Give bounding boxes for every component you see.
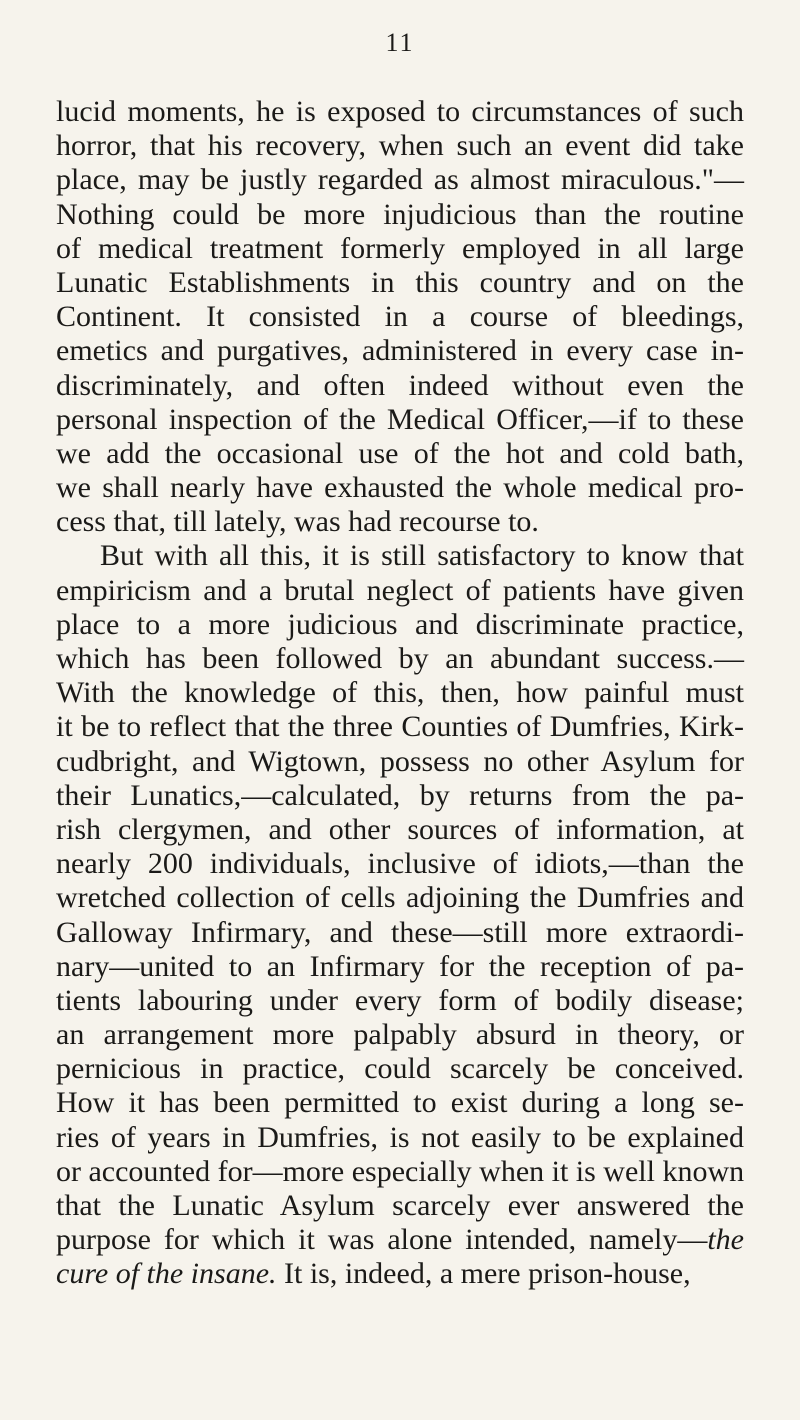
text-line: How it has been permitted to exist during a long se- bbox=[56, 1086, 744, 1120]
text-line: Nothing could be more injudicious than the routine bbox=[56, 197, 744, 231]
text-line: their Lunatics,—calculated, by returns from the pa- bbox=[56, 778, 744, 812]
text-line: pernicious in practice, could scarcely be conceived. bbox=[56, 1052, 744, 1086]
text-line: Continent. It consisted in a course of bleedings, bbox=[56, 300, 744, 334]
text-line bbox=[56, 1189, 744, 1223]
text-run: that the Lunatic Asylum scarcely ever answered the bbox=[56, 1189, 744, 1222]
text-line: empiricism and a brutal neglect of patients have given bbox=[56, 573, 744, 607]
text-line: lucid moments, he is exposed to circumstances of such bbox=[56, 95, 744, 128]
text-line: rish clergymen, and other sources of information, at bbox=[56, 812, 744, 846]
text-line: it be to reflect that the three Counties of Dumfries, Kirk- bbox=[56, 710, 744, 744]
text-line bbox=[56, 1223, 744, 1257]
text-line: nearly 200 individuals, inclusive of idiots,—than the bbox=[56, 847, 744, 881]
text-line: of medical treatment formerly employed in all large bbox=[56, 231, 744, 265]
text-line: we shall nearly have exhausted the whole medical pro- bbox=[56, 471, 744, 505]
text-line: tients labouring under every form of bodily disease; bbox=[56, 983, 744, 1017]
text-line: place to a more judicious and discriminate practice, bbox=[56, 607, 744, 641]
text-line: ries of years in Dumfries, is not easily to be explained bbox=[56, 1120, 744, 1154]
text-line: personal inspection of the Medical Officer,—if to these bbox=[56, 402, 744, 436]
text-line: With the knowledge of this, then, how painful must bbox=[56, 676, 744, 710]
text-line: Galloway Infirmary, and these—still more extraordi- bbox=[56, 915, 744, 949]
page-number: 11 bbox=[385, 28, 415, 57]
paragraph-start-line: But with all this, it is still satisfactory to know that bbox=[100, 539, 744, 573]
text-run: purpose for which it was alone intended, namely— bbox=[56, 1223, 708, 1257]
italic-run: cure of the insane. bbox=[56, 1257, 277, 1291]
italic-run: the bbox=[707, 1223, 744, 1257]
body-text bbox=[56, 95, 744, 1292]
text-line: cess that, till lately, was had recourse to. bbox=[56, 505, 539, 539]
text-line: horror, that his recovery, when such an event did take bbox=[56, 129, 744, 163]
text-line: emetics and purgatives, administered in every case in- bbox=[56, 334, 744, 368]
text-line: discriminately, and often indeed without even the bbox=[56, 368, 744, 402]
text-line: nary—united to an Infirmary for the reception of pa- bbox=[56, 949, 744, 983]
text-line: place, may be justly regarded as almost miraculous."— bbox=[56, 163, 744, 197]
text-line: wretched collection of cells adjoining the Dumfries and bbox=[56, 881, 744, 915]
text-line: Lunatic Establishments in this country and on the bbox=[56, 265, 744, 299]
text-line: an arrangement more palpably absurd in theory, or bbox=[56, 1018, 744, 1052]
text-line: cudbright, and Wigtown, possess no other Asylum for bbox=[56, 744, 744, 778]
text-run: It is, indeed, a mere prison-house, bbox=[284, 1257, 691, 1291]
text-line: or accounted for—more especially when it is well known bbox=[56, 1154, 745, 1188]
text-line: which has been followed by an abundant success.— bbox=[56, 642, 744, 675]
text-line: we add the occasional use of the hot and cold bath, bbox=[56, 436, 744, 470]
text-line bbox=[56, 1257, 744, 1291]
